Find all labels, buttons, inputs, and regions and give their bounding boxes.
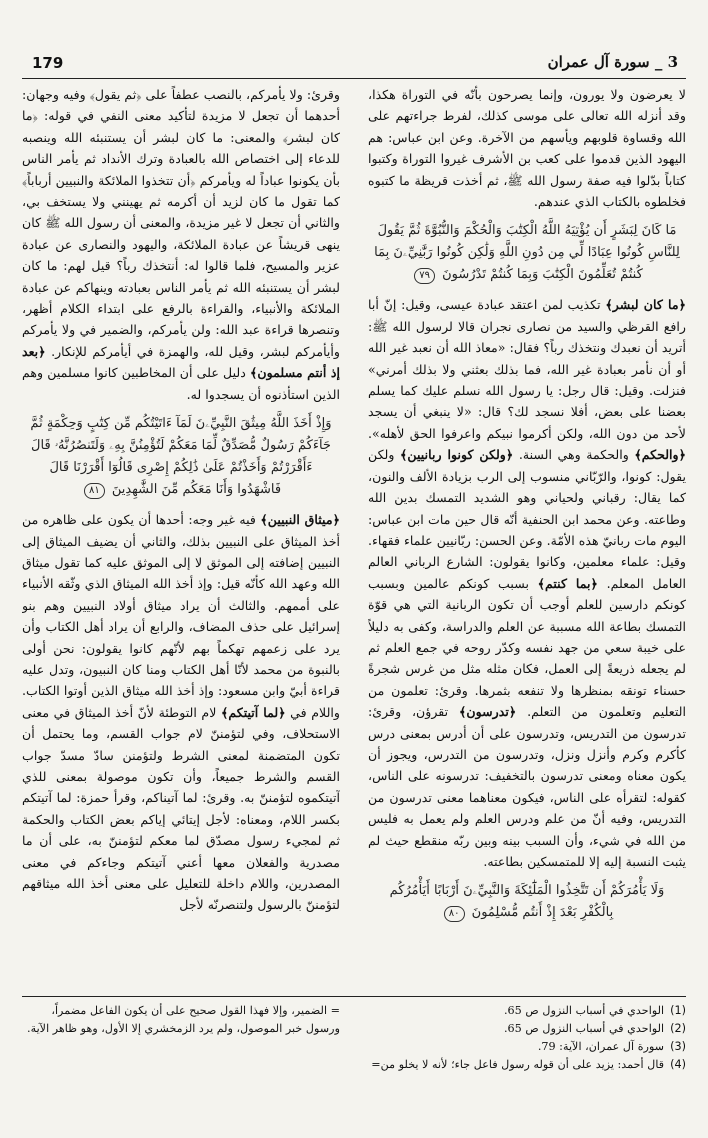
verse-text: وَلَا يَأْمُرَكُمْ أَن تَتَّخِذُوا الْمَلَٰٓئِكَةَ وَالنَّبِيِّۦنَ أَرْبَابًا أَيَأْمُرُكُم بِالْكُفْرِ بَعْدَ إِذْ أَنتُم مُّسْلِمُونَ bbox=[389, 883, 665, 921]
keyword: ﴿والحكم﴾ bbox=[634, 447, 686, 463]
commentary-paragraph bbox=[22, 509, 340, 916]
verse-text: مَا كَانَ لِبَشَرٍ أَن يُؤْتِيَهُ اللَّهُ الْكِتَٰبَ وَالْحُكْمَ وَالنُّبُوَّةَ ثُمَّ يَقُولَ لِلنَّاسِ كُونُوا عِبَادًا لِّي مِن دُونِ اللَّهِ وَلَٰكِن كُونُوا رَبَّٰنِيِّۦنَ بِمَا كُنتُمْ تُعَلِّمُونَ الْكِتَٰبَ وَبِمَا كُنتُمْ تَدْرُسُونَ bbox=[374, 223, 680, 283]
footnotes-right bbox=[368, 1002, 686, 1074]
book-page bbox=[22, 50, 686, 1120]
verse-number: ٨١ bbox=[84, 483, 105, 499]
verse-text: وَإِذْ أَخَذَ اللَّهُ مِيثَٰقَ النَّبِيِّۦنَ لَمَآ ءَاتَيْتُكُم مِّن كِتَٰبٍ وَحِكْمَةٍ ثُمَّ جَآءَكُمْ رَسُولٌ مُّصَدِّقٌ لِّمَا مَعَكُمْ لَتُؤْمِنُنَّ بِهِۦ وَلَتَنصُرُنَّهُۥ قَالَ ءَأَقْرَرْتُمْ وَأَخَذْتُمْ عَلَىٰ ذَٰلِكُمْ إِصْرِى قَالُوٓا أَقْرَرْنَا قَالَ فَاشْهَدُوا وَأَنَا مَعَكُم مِّنَ الشَّٰهِدِينَ bbox=[30, 416, 332, 498]
quran-verse-80 bbox=[368, 876, 686, 928]
quran-verse-81 bbox=[22, 409, 340, 505]
keyword: ﴿بعد إذ أنتم مسلمون﴾ bbox=[22, 343, 340, 381]
verse-number: ٧٩ bbox=[414, 268, 435, 284]
surah-title: 3 _ سورة آل عمران bbox=[547, 53, 678, 71]
footnote: (1)الواحدي في أسباب النزول ص 65. bbox=[503, 1004, 686, 1017]
paragraph-text: تقرؤن، وقرئ: تدرسون من التدريس، وتدرسون على أن أدرس بمعنى درس كأكرم وكرم وأنزل ونزل، وتدرسون من التدرس، ويجوز أن يكون معناه ومعنى تدرسون بالتخفيف: تدرسونه على الناس، كقوله: لتقرأه على الناس، فيكون معناهما معنى تدرسون من التدريس، وفيه أنّ من علم ودرس العلم ولم يعمل به فليس من الله في شيء، وأن السبب بينه وبين ربّه منقطع حيث لم يثبت النسبة إليه إلا للمتمسكين بطاعته. bbox=[368, 704, 686, 869]
keyword: ﴿تدرسون﴾ bbox=[458, 704, 517, 720]
paragraph-text: ولكن يقول: كونوا، والرّبّاني منسوب إلى الرب بزيادة الألف والنون، كما يقال: رقباني ولحياني وهو الشديد التمسك بدين الله وطاعته. وعن محمد ابن الحنفية أنّه قال حين مات ابن عباس: اليوم مات ربانيّ هذه الأمّة. وعن الحسن: ربّانيين علماء فقهاء. وقيل: علماء معلمين، وكانوا يقولون: الشارع الرباني العالم العامل المعلم. bbox=[368, 447, 686, 591]
footnote: (2)الواحدي في أسباب النزول ص 65. bbox=[503, 1022, 686, 1035]
footnote: (4)قال أحمد: يزيد على أن قوله رسول فاعل جاء؛ لأنه لا يخلو من= bbox=[371, 1058, 686, 1071]
paragraph-text: فيه غير وجه: أحدها أن يكون على ظاهره من أخذ الميثاق على النبيين بذلك، والثاني أن يضيف الميثاق إلى النبيين إضافته إلى الموثق لا إلى الموثق عليه كما تقول ميثاق الله وعهد الله كأنّه قيل: وإذ أخذ الله الميثاق الذي وثّقه الأنبياء على أممهم. والثالث أن يراد ميثاق أولاد النبيين وهم بنو إسرائيل على حذف المضاف، والرابع أن يراد أهل الكتاب وأن يرد على زعمهم تهكماً بهم لأنّهم كانوا يقولون: نحن أولى بالنبوة من محمد لأنّا أهل الكتاب ومنا كان النبيون، وتدل عليه قراءة أبيّ وابن مسعود: وإذ أخذ الله ميثاق الذين أوتوا الكتاب. واللام في bbox=[22, 512, 340, 720]
paragraph-text: دليل على أن المخاطبين كانوا مسلمين وهم الذين استأذنوه أن يسجدوا له. bbox=[22, 365, 340, 402]
keyword: ﴿ما كان لبشر﴾ bbox=[605, 297, 686, 313]
footnote-divider bbox=[22, 996, 686, 997]
keyword: ﴿بما كنتم﴾ bbox=[537, 575, 598, 591]
paragraph-text: بسبب كونكم عالمين وبسبب كونكم دارسين للعلم أوجب أن تكون الربانية التي هي قوّة التمسك بطاعة الله مسببة عن العلم والدراسة، وكفى به دليلاً على خيبة سعي من جهد نفسه وكدّر روحه في جمع العلم ثم لم يجعله ذريعةً إلى العمل، فكان مثله مثل من غرس شجرةً حسناء تونقه بمنظرها ولا تنفعه بثمرها. وقرئ: تعلمون من التعليم وتعلمون من التعلم. bbox=[368, 575, 686, 720]
page-header bbox=[22, 50, 686, 79]
keyword: ﴿ميثاق النبيين﴾ bbox=[260, 512, 340, 528]
footnote-continuation: = الضمير، وإلا فهذا القول صحيح على أن يكون الفاعل مضمراً، ورسول خبر الموصول، ولم يرد الزمخشري إلا الأول، وهو ظاهر الآية. bbox=[27, 1004, 340, 1035]
paragraph-text: وقرئ: ولا يأمركم، بالنصب عطفاً على ﴿ثم يقول﴾ وفيه وجهان: أحدهما أن تجعل لا مزيدة لتأكيد معنى النفي في قوله: ﴿ما كان لبشر﴾ والمعنى: ما كان لبشر أن يستنبئه الله وينصبه للدعاء إلى اختصاص الله بالعبادة وترك الأنداد ثم يأمر الناس بأن يكونوا عباداً له ويأمركم ﴿أن تتخذوا الملائكة والنبيين أرباباً﴾ كما تقول ما كان لزيد أن أكرمه ثم يهينني ولا يستخف بي، والثاني أن تجعل لا غير مزيدة، والمعنى أن رسول الله ﷺ كان ينهى قريشاً عن عبادة الملائكة، واليهود والنصارى عن عبادة عزير والمسيح، فلما قالوا له: أنتخذك رباً؟ قيل لهم: ما كان لبشر أن يستنبئه الله ثم يأمر الناس بعبادته وينهاكم عن عبادة الملائكة والأنبياء، والقراءة بالرفع على ابتداء الكلام أظهر، وتنصرها قراءة عبد الله: ولن يأمركم، والضمير في ولا يأمركم وأيأمركم لبشر، وقيل لله، والهمزة في أيأمركم للإنكار. bbox=[22, 87, 340, 359]
verse-number: ٨٠ bbox=[444, 906, 465, 922]
paragraph-text: والحكمة وهي السنة. bbox=[518, 447, 629, 463]
footnote: (3)سورة آل عمران، الآية: 79. bbox=[537, 1040, 686, 1053]
keyword: ﴿ولكن كونوا ربانيين﴾ bbox=[400, 447, 514, 463]
paragraph-text: تكذيب لمن اعتقد عبادة عيسى، وقيل: إنّ أبا رافع القرظي والسيد من نصارى نجران قالا لرسول الله ﷺ: أتريد أن نعبدك ونتخذك رباً؟ فقال: «معاذ الله أن نعبد غير الله أو أن نأمر بعبادة غير الله، فما بذلك بعثني ولا بذلك أمرني» فنزلت. وقيل: قال رجل: يا رسول الله نسلم عليك كما يسلم بعضنا على بعض، أفلا نسجد لك؟ قال: «لا ينبغي أن يسجد لأحد من دون الله، ولكن أكرموا نبيكم واعرفوا الحق لأهله». bbox=[368, 297, 686, 441]
right-column bbox=[368, 84, 686, 986]
keyword: ﴿لما آتيتكم﴾ bbox=[220, 704, 286, 720]
page-number: 179 bbox=[32, 54, 64, 72]
commentary-paragraph bbox=[368, 294, 686, 872]
paragraph-text: لام التوطئة لأنّ أخذ الميثاق في معنى الاستحلاف، وفي لتؤمننّ لام جواب القسم، وما يحتمل أن تكون المتضمنة لمعنى الشرط ولتؤمنن سادّ مسدّ جواب القسم والشرط جميعاً، وأن تكون موصولة بمعنى للذي آتيتكموه لتؤمننّ به. وقرئ: لما آتيناكم، وقرأ حمزة: لما آتيتكم بكسر اللام، ومعناه: لأجل إيتائي إياكم بعض الكتاب والحكمة ثم لمجيء رسول مصدّق لما معكم لتؤمننّ به، على أن ما مصدرية والفعلان معها أعني آتيتكم وجاءكم في معنى المصدرين، واللام داخلة للتعليل على معنى أخذ الله ميثاقهم لتؤمننّ بالرسول ولتنصرنّه لأجل bbox=[22, 704, 340, 913]
paragraph: لا يعرضون ولا يورون، وإنما يصرحون بأنّه في التوراة هكذا، وقد أنزله الله تعالى على موسى كذلك، لفرط جراءتهم على الله وقساوة قلوبهم ويأسهم من الآخرة. وعن ابن عباس: هم اليهود الذين قدموا على كعب بن الأشرف غيروا التوراة وكتبوا كتاباً بدّلوا فيه صفة رسول الله ﷺ، ثم أخذت قريظة ما كتبوه فخلطوه بالكتاب الذي عندهم. bbox=[368, 87, 686, 210]
footnotes-left bbox=[22, 1002, 340, 1038]
quran-verse-79 bbox=[368, 216, 686, 290]
commentary-paragraph bbox=[22, 84, 340, 405]
left-column bbox=[22, 84, 340, 986]
